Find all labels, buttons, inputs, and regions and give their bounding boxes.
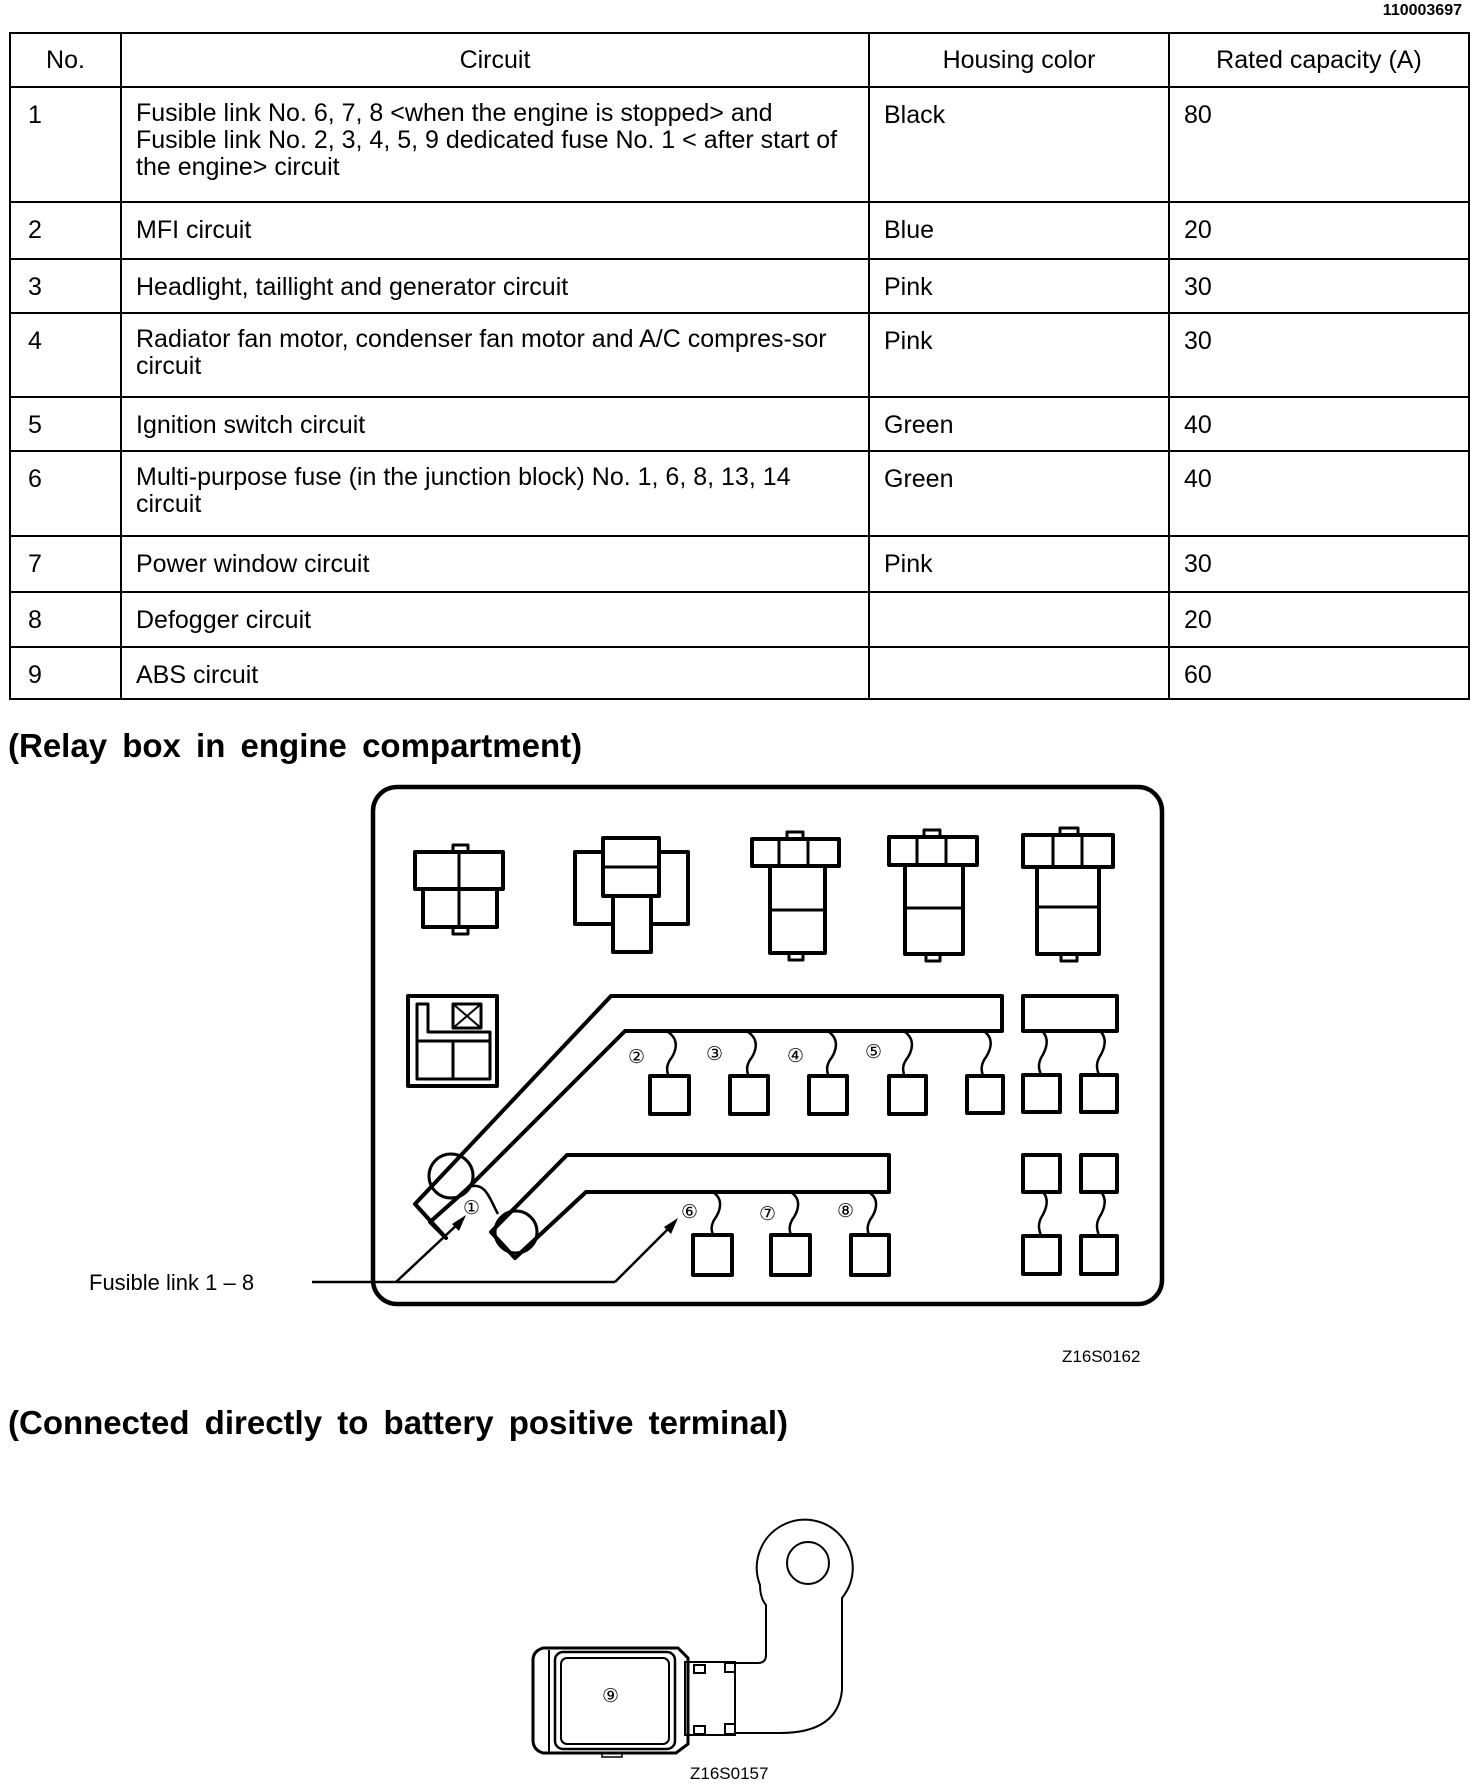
header-circuit: Circuit — [121, 33, 869, 87]
eyelet-hole — [787, 1542, 829, 1584]
cell-circuit: Power window circuit — [121, 536, 869, 592]
cell-no: 6 — [10, 451, 121, 536]
cell-color: Pink — [869, 259, 1169, 313]
cell-color: Pink — [869, 536, 1169, 592]
cell-no: 4 — [10, 313, 121, 397]
fuse-label-8: ⑧ — [837, 1200, 855, 1222]
cell-circuit: Defogger circuit — [121, 592, 869, 647]
fuse-label-9: ⑨ — [602, 1685, 620, 1707]
cell-circuit: Headlight, taillight and generator circuit — [121, 259, 869, 313]
cell-color: Black — [869, 87, 1169, 202]
cell-color: Green — [869, 451, 1169, 536]
terminal-strap — [735, 1520, 853, 1733]
header-housing-color: Housing color — [869, 33, 1169, 87]
cell-circuit: MFI circuit — [121, 202, 869, 259]
cell-capacity: 30 — [1169, 259, 1469, 313]
cell-no: 3 — [10, 259, 121, 313]
battery-fuse-figure-code: Z16S0157 — [690, 1764, 769, 1783]
cell-circuit: Fusible link No. 6, 7, 8 <when the engine is stopped> and Fusible link No. 2, 3, 4, 5, 9 dedicated fuse No. 1 < after start of the engine> circuit — [121, 87, 869, 202]
cell-no: 9 — [10, 647, 121, 699]
fuse-label-5: ⑤ — [865, 1041, 883, 1063]
cell-no: 7 — [10, 536, 121, 592]
relay-box-heading: (Relay box in engine compartment) — [8, 727, 583, 764]
cell-capacity: 20 — [1169, 592, 1469, 647]
cell-capacity: 20 — [1169, 202, 1469, 259]
cell-capacity: 40 — [1169, 397, 1469, 451]
cell-capacity: 30 — [1169, 313, 1469, 397]
cell-no: 8 — [10, 592, 121, 647]
cell-color: Green — [869, 397, 1169, 451]
fuse-label-2: ② — [628, 1046, 646, 1068]
cell-capacity: 40 — [1169, 451, 1469, 536]
fuse-label-7: ⑦ — [759, 1203, 777, 1225]
fuse-label-3: ③ — [706, 1043, 724, 1065]
cell-circuit: Multi-purpose fuse (in the junction block) No. 1, 6, 8, 13, 14 circuit — [121, 451, 869, 536]
battery-terminal-heading: (Connected directly to battery positive terminal) — [8, 1404, 788, 1441]
cell-color: Blue — [869, 202, 1169, 259]
cell-color: Pink — [869, 313, 1169, 397]
cell-capacity: 30 — [1169, 536, 1469, 592]
header-no: No. — [10, 33, 121, 87]
cell-capacity: 60 — [1169, 647, 1469, 699]
relay-box-figure-code: Z16S0162 — [1062, 1347, 1141, 1366]
cell-circuit: Radiator fan motor, condenser fan motor and A/C compres-sor circuit — [121, 313, 869, 397]
fuse-label-6: ⑥ — [681, 1201, 699, 1223]
cell-capacity: 80 — [1169, 87, 1469, 202]
cell-circuit: ABS circuit — [121, 647, 869, 699]
cell-no: 2 — [10, 202, 121, 259]
cell-no: 1 — [10, 87, 121, 202]
document-id: 110003697 — [1382, 2, 1462, 19]
fuse-label-4: ④ — [787, 1045, 805, 1067]
header-rated-capacity: Rated capacity (A) — [1169, 33, 1469, 87]
cell-circuit: Ignition switch circuit — [121, 397, 869, 451]
fusible-link-callout: Fusible link 1 – 8 — [89, 1270, 255, 1295]
cell-no: 5 — [10, 397, 121, 451]
fuse-label-1: ① — [463, 1197, 481, 1219]
